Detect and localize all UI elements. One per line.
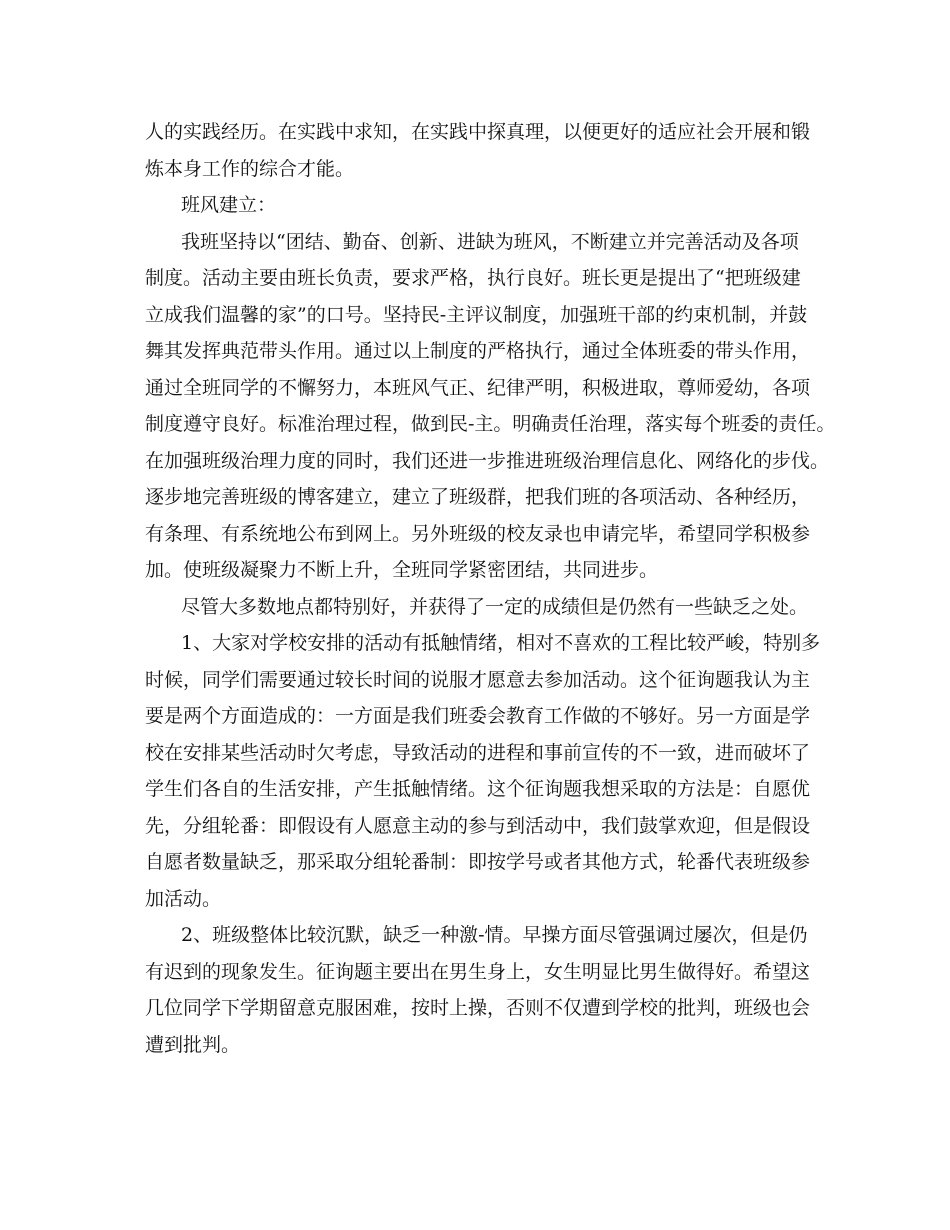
text-line: 我班坚持以“团结、勤奋、创新、进缺为班风，不断建立并完善活动及各项 xyxy=(181,230,799,253)
text-line: 人的实践经历。在实践中求知，在实践中探真理，以便更好的适应社会开展和锻 xyxy=(145,121,811,143)
text-line: 校在安排某些活动时欠考虑，导致活动的进程和事前宣传的不一致，进而破坏了 xyxy=(145,741,811,764)
text-line: 2、班级整体比较沉默，缺乏一种激-情。早操方面尽管强调过屡次，但是仍 xyxy=(181,924,808,946)
text-line: 时候，同学们需要通过较长时间的说服才愿意去参加活动。这个征询题我认为主 xyxy=(145,668,811,691)
text-line: 加活动。 xyxy=(145,887,222,910)
text-line: 有迟到的现象发生。征询题主要出在男生身上，女生明显比男生做得好。希望这 xyxy=(145,960,811,983)
text-line: 立成我们温馨的家”的口号。坚持民-主评议制度，加强班干部的约束机制，并鼓 xyxy=(145,303,808,326)
text-line: 制度遵守良好。标准治理过程，做到民-主。明确责任治理，落实每个班委的责任。 xyxy=(145,413,836,435)
text-line: 加。使班级凝聚力不断上升，全班同学紧密团结，共同进步。 xyxy=(145,559,659,581)
text-line: 逐步地完善班级的博客建立，建立了班级群，把我们班的各项活动、各种经历， xyxy=(145,486,811,508)
text-line: 有条理、有系统地公布到网上。另外班级的校友录也申请完毕，希望同学积极参 xyxy=(145,522,811,545)
text-line: 在加强班级治理力度的同时，我们还进一步推进班级治理信息化、网络化的步伐。 xyxy=(145,449,830,472)
text-line: 班风建立： xyxy=(181,194,277,216)
text-line: 制度。活动主要由班长负责，要求严格，执行良好。班长更是提出了“把班级建 xyxy=(145,267,801,289)
text-line: 先，分组轮番：即假设有人愿意主动的参与到活动中，我们鼓掌欢迎，但是假设 xyxy=(145,814,811,837)
text-line: 自愿者数量缺乏，那采取分组轮番制：即按学号或者其他方式，轮番代表班级参 xyxy=(145,851,811,873)
text-line: 舞其发挥典范带头作用。通过以上制度的严格执行，通过全体班委的带头作用， xyxy=(145,340,811,362)
body-text xyxy=(145,114,935,1063)
text-line: 学生们各自的生活安排，产生抵触情绪。这个征询题我想采取的方法是：自愿优 xyxy=(145,778,811,800)
text-line: 1、大家对学校安排的活动有抵触情绪，相对不喜欢的工程比较严峻，特别多 xyxy=(181,632,821,654)
text-line: 要是两个方面造成的：一方面是我们班委会教育工作做的不够好。另一方面是学 xyxy=(145,705,811,727)
text-line: 尽管大多数地点都特别好，并获得了一定的成绩但是仍然有一些缺乏之处。 xyxy=(181,595,809,618)
text-line: 炼本身工作的综合才能。 xyxy=(145,157,355,180)
text-line: 几位同学下学期留意克服困难，按时上操，否则不仅遭到学校的批判，班级也会 xyxy=(145,997,811,1019)
text-line: 通过全班同学的不懈努力，本班风气正、纪律严明，积极进取，尊师爱幼，各项 xyxy=(145,376,811,399)
text-line: 遭到批判。 xyxy=(145,1033,241,1056)
